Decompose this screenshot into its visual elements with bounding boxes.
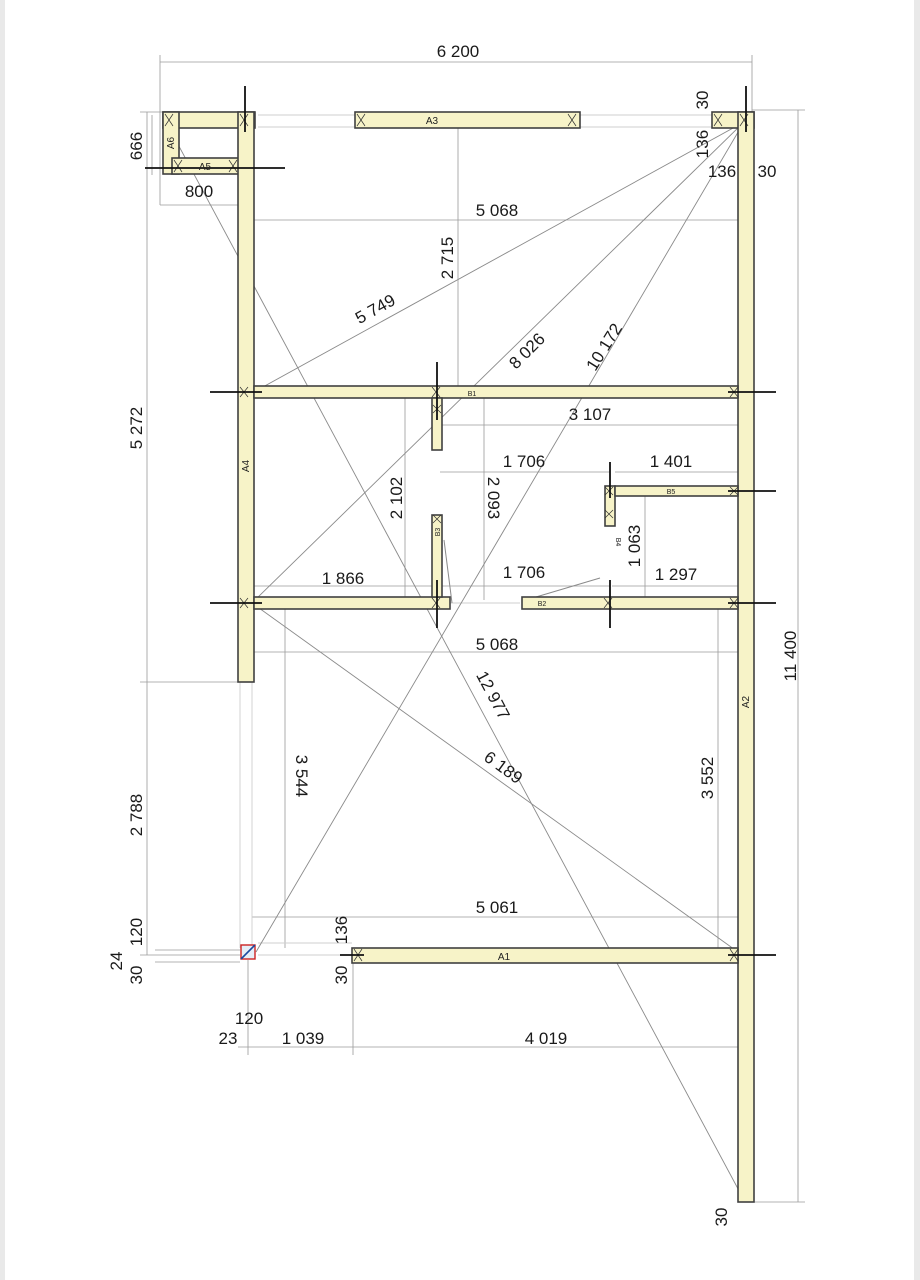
- wall-label-a2: A2: [741, 695, 752, 709]
- dim-seg-136-top: 136: [693, 129, 712, 159]
- dim-diag-top-left: 5 749: [352, 290, 399, 328]
- dim-seg-30-bottom: 30: [712, 1207, 731, 1227]
- dim-lower-room-width: 5 068: [475, 635, 519, 654]
- dim-seg-23: 23: [218, 1029, 238, 1048]
- dim-seg-666: 666: [127, 131, 146, 161]
- dim-mid-center-height: 2 093: [484, 476, 503, 520]
- dim-seg-136-right: 136: [707, 162, 737, 181]
- wall-label-b1: B1: [467, 391, 477, 398]
- dim-lower-right-height: 3 552: [698, 756, 717, 800]
- page-right-edge: [914, 0, 920, 1280]
- wall-label-b4: B4: [614, 537, 621, 547]
- dim-lower-1706: 1 706: [502, 563, 546, 582]
- dim-seg-30-right: 30: [757, 162, 777, 181]
- dim-seg-120-bottom: 120: [234, 1009, 264, 1028]
- dim-seg-30-left: 30: [127, 965, 146, 985]
- wall-label-b3: B3: [435, 527, 442, 537]
- dim-top-room-height: 2 715: [438, 236, 457, 280]
- dim-seg-4019: 4 019: [524, 1029, 568, 1048]
- wall-b2: [522, 597, 738, 609]
- dim-diag-lower: 6 189: [480, 747, 527, 788]
- dim-mid-right-width: 3 107: [568, 405, 612, 424]
- wall-label-b5: B5: [666, 489, 676, 496]
- wall-b1: [254, 386, 738, 398]
- dim-seg-1039: 1 039: [281, 1029, 325, 1048]
- wall-label-a4: A4: [241, 459, 252, 473]
- dim-lower-left-height: 3 544: [292, 754, 311, 798]
- wall-a2: [738, 112, 754, 1202]
- page-left-edge: [0, 0, 5, 1280]
- wall-a1: [352, 948, 738, 963]
- dim-top-room-width: 5 068: [475, 201, 519, 220]
- column-marker: [241, 945, 255, 959]
- wall-label-a5: A5: [198, 162, 212, 173]
- wall-b5: [615, 486, 738, 496]
- wall-label-a1: A1: [497, 952, 511, 963]
- dim-seg-30-mid: 30: [332, 965, 351, 985]
- dim-total-width: 6 200: [436, 42, 480, 61]
- dim-corridor-width: 1 866: [321, 569, 365, 588]
- dim-mid-left-height: 2 102: [387, 476, 406, 520]
- wall-b2-left: [254, 597, 450, 609]
- wall-a3: [355, 112, 580, 128]
- wall-label-a3: A3: [425, 116, 439, 127]
- dim-bath-width: 1 401: [649, 452, 693, 471]
- dim-bath-lower-width: 1 297: [654, 565, 698, 584]
- dim-seg-136-mid: 136: [332, 915, 351, 945]
- dim-seg-800: 800: [184, 182, 214, 201]
- dim-bottom-width: 5 061: [475, 898, 519, 917]
- dim-bath-height: 1 063: [625, 524, 644, 568]
- dim-seg-30-top: 30: [693, 90, 712, 110]
- dim-left-upper: 5 272: [127, 406, 146, 450]
- dim-seg-120-left: 120: [127, 917, 146, 947]
- dim-diag-mid: 8 026: [505, 329, 549, 373]
- dim-upper-1706: 1 706: [502, 452, 546, 471]
- dim-left-lower: 2 788: [127, 793, 146, 837]
- wall-label-b2: B2: [537, 601, 547, 608]
- dim-total-height: 11 400: [781, 630, 800, 682]
- dim-diag-long: 10 172: [582, 320, 627, 375]
- dim-diag-full: 12 977: [472, 668, 514, 723]
- dim-seg-24: 24: [107, 951, 126, 971]
- wall-label-a6: A6: [166, 136, 177, 150]
